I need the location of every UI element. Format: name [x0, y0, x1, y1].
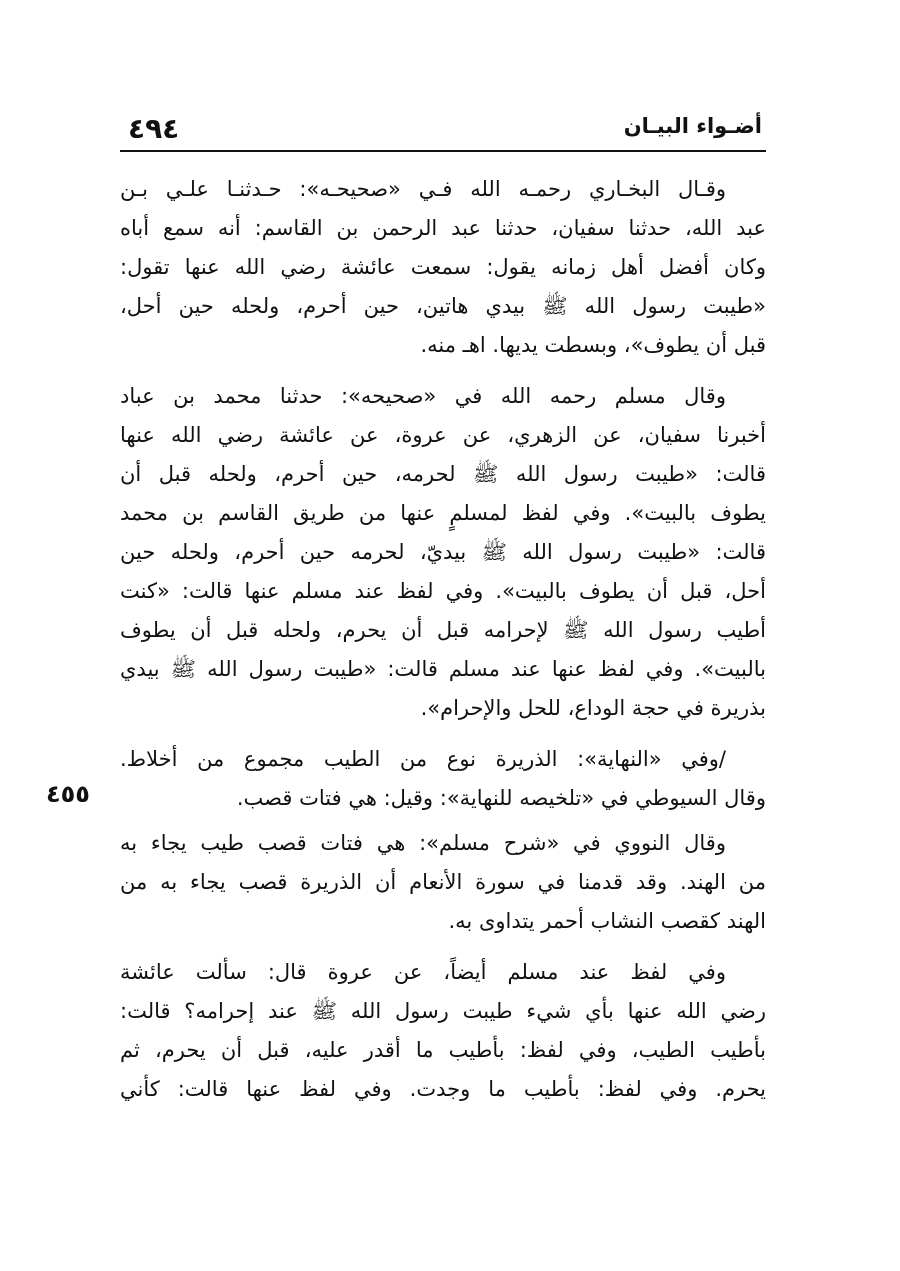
text-line: قالت: «طيبت رسول الله ﷺ لحرمه، حين أحرم، ولحله قبل أن — [120, 462, 766, 486]
text-line: بأطيب الطيب، وفي لفظ: بأطيب ما أقدر عليه، قبل أن يحرم، ثم — [120, 1038, 766, 1062]
text-line: يطوف بالبيت». وفي لفظ لمسلمٍ عنها من طريق القاسم بن محمد — [120, 501, 766, 525]
text-line: من الهند. وقد قدمنا في سورة الأنعام أن الذريرة قصب يجاء به من — [120, 870, 766, 894]
body-text — [120, 170, 766, 1121]
text-line: /وفي «النهاية»: الذريرة نوع من الطيب مجموع من أخلاط. — [120, 747, 726, 771]
text-line: بالبيت». وفي لفظ عنها عند مسلم قالت: «طيبت رسول الله ﷺ بيدي — [120, 657, 766, 681]
text-line: قبل أن يطوف»، وبسطت يديها. اهـ منه. — [420, 333, 766, 357]
text-line: رضي الله عنها بأي شيء طيبت رسول الله ﷺ عند إحرامه؟ قالت: — [120, 999, 766, 1023]
text-line: عبد الله، حدثنا سفيان، حدثنا عبد الرحمن بن القاسم: أنه سمع أباه — [120, 216, 766, 240]
page-number: ٤٩٤ — [128, 112, 180, 145]
text-line: وكان أفضل أهل زمانه يقول: سمعت عائشة رضي الله عنها تقول: — [120, 255, 766, 279]
text-line: وقال السيوطي في «تلخيصه للنهاية»: وقيل: هي فتات قصب. — [236, 786, 766, 810]
text-line: أطيب رسول الله ﷺ لإحرامه قبل أن يحرم، ولحله قبل أن يطوف — [120, 618, 766, 642]
paragraph — [120, 953, 766, 1109]
text-line: أخبرنا سفيان، عن الزهري، عن عروة، عن عائشة رضي الله عنها — [120, 423, 766, 447]
text-line: وقـال البخـاري رحمـه الله فـي «صحيحـه»: حـدثنـا علـي بـن — [120, 177, 726, 201]
margin-page-reference: ٤٥٥ — [46, 780, 90, 808]
text-line: بذريرة في حجة الوداع، للحل والإحرام». — [420, 696, 766, 720]
text-line: قالت: «طيبت رسول الله ﷺ بيديّ، لحرمه حين أحرم، ولحله حين — [120, 540, 766, 564]
paragraph — [120, 824, 766, 941]
paragraph — [120, 377, 766, 728]
text-line: وفي لفظ عند مسلم أيضاً، عن عروة قال: سألت عائشة — [120, 960, 726, 984]
text-line: «طيبت رسول الله ﷺ بيدي هاتين، حين أحرم، ولحله حين أحل، — [120, 294, 766, 318]
text-line: أحل، قبل أن يطوف بالبيت». وفي لفظ عند مسلم عنها قالت: «كنت — [120, 579, 766, 603]
text-line: وقال مسلم رحمه الله في «صحيحه»: حدثنا محمد بن عباد — [120, 384, 726, 408]
text-line: يحرم. وفي لفظ: بأطيب ما وجدت. وفي لفظ عنها قالت: كأني — [120, 1077, 766, 1101]
text-line: الهند كقصب النشاب أحمر يتداوى به. — [448, 909, 766, 933]
header-rule — [120, 150, 766, 152]
paragraph — [120, 170, 766, 365]
paragraph — [120, 740, 766, 818]
text-line: وقال النووي في «شرح مسلم»: هي فتات قصب طيب يجاء به — [120, 831, 726, 855]
running-title: أضـواء البيـان — [623, 114, 762, 138]
page-header — [120, 108, 764, 148]
